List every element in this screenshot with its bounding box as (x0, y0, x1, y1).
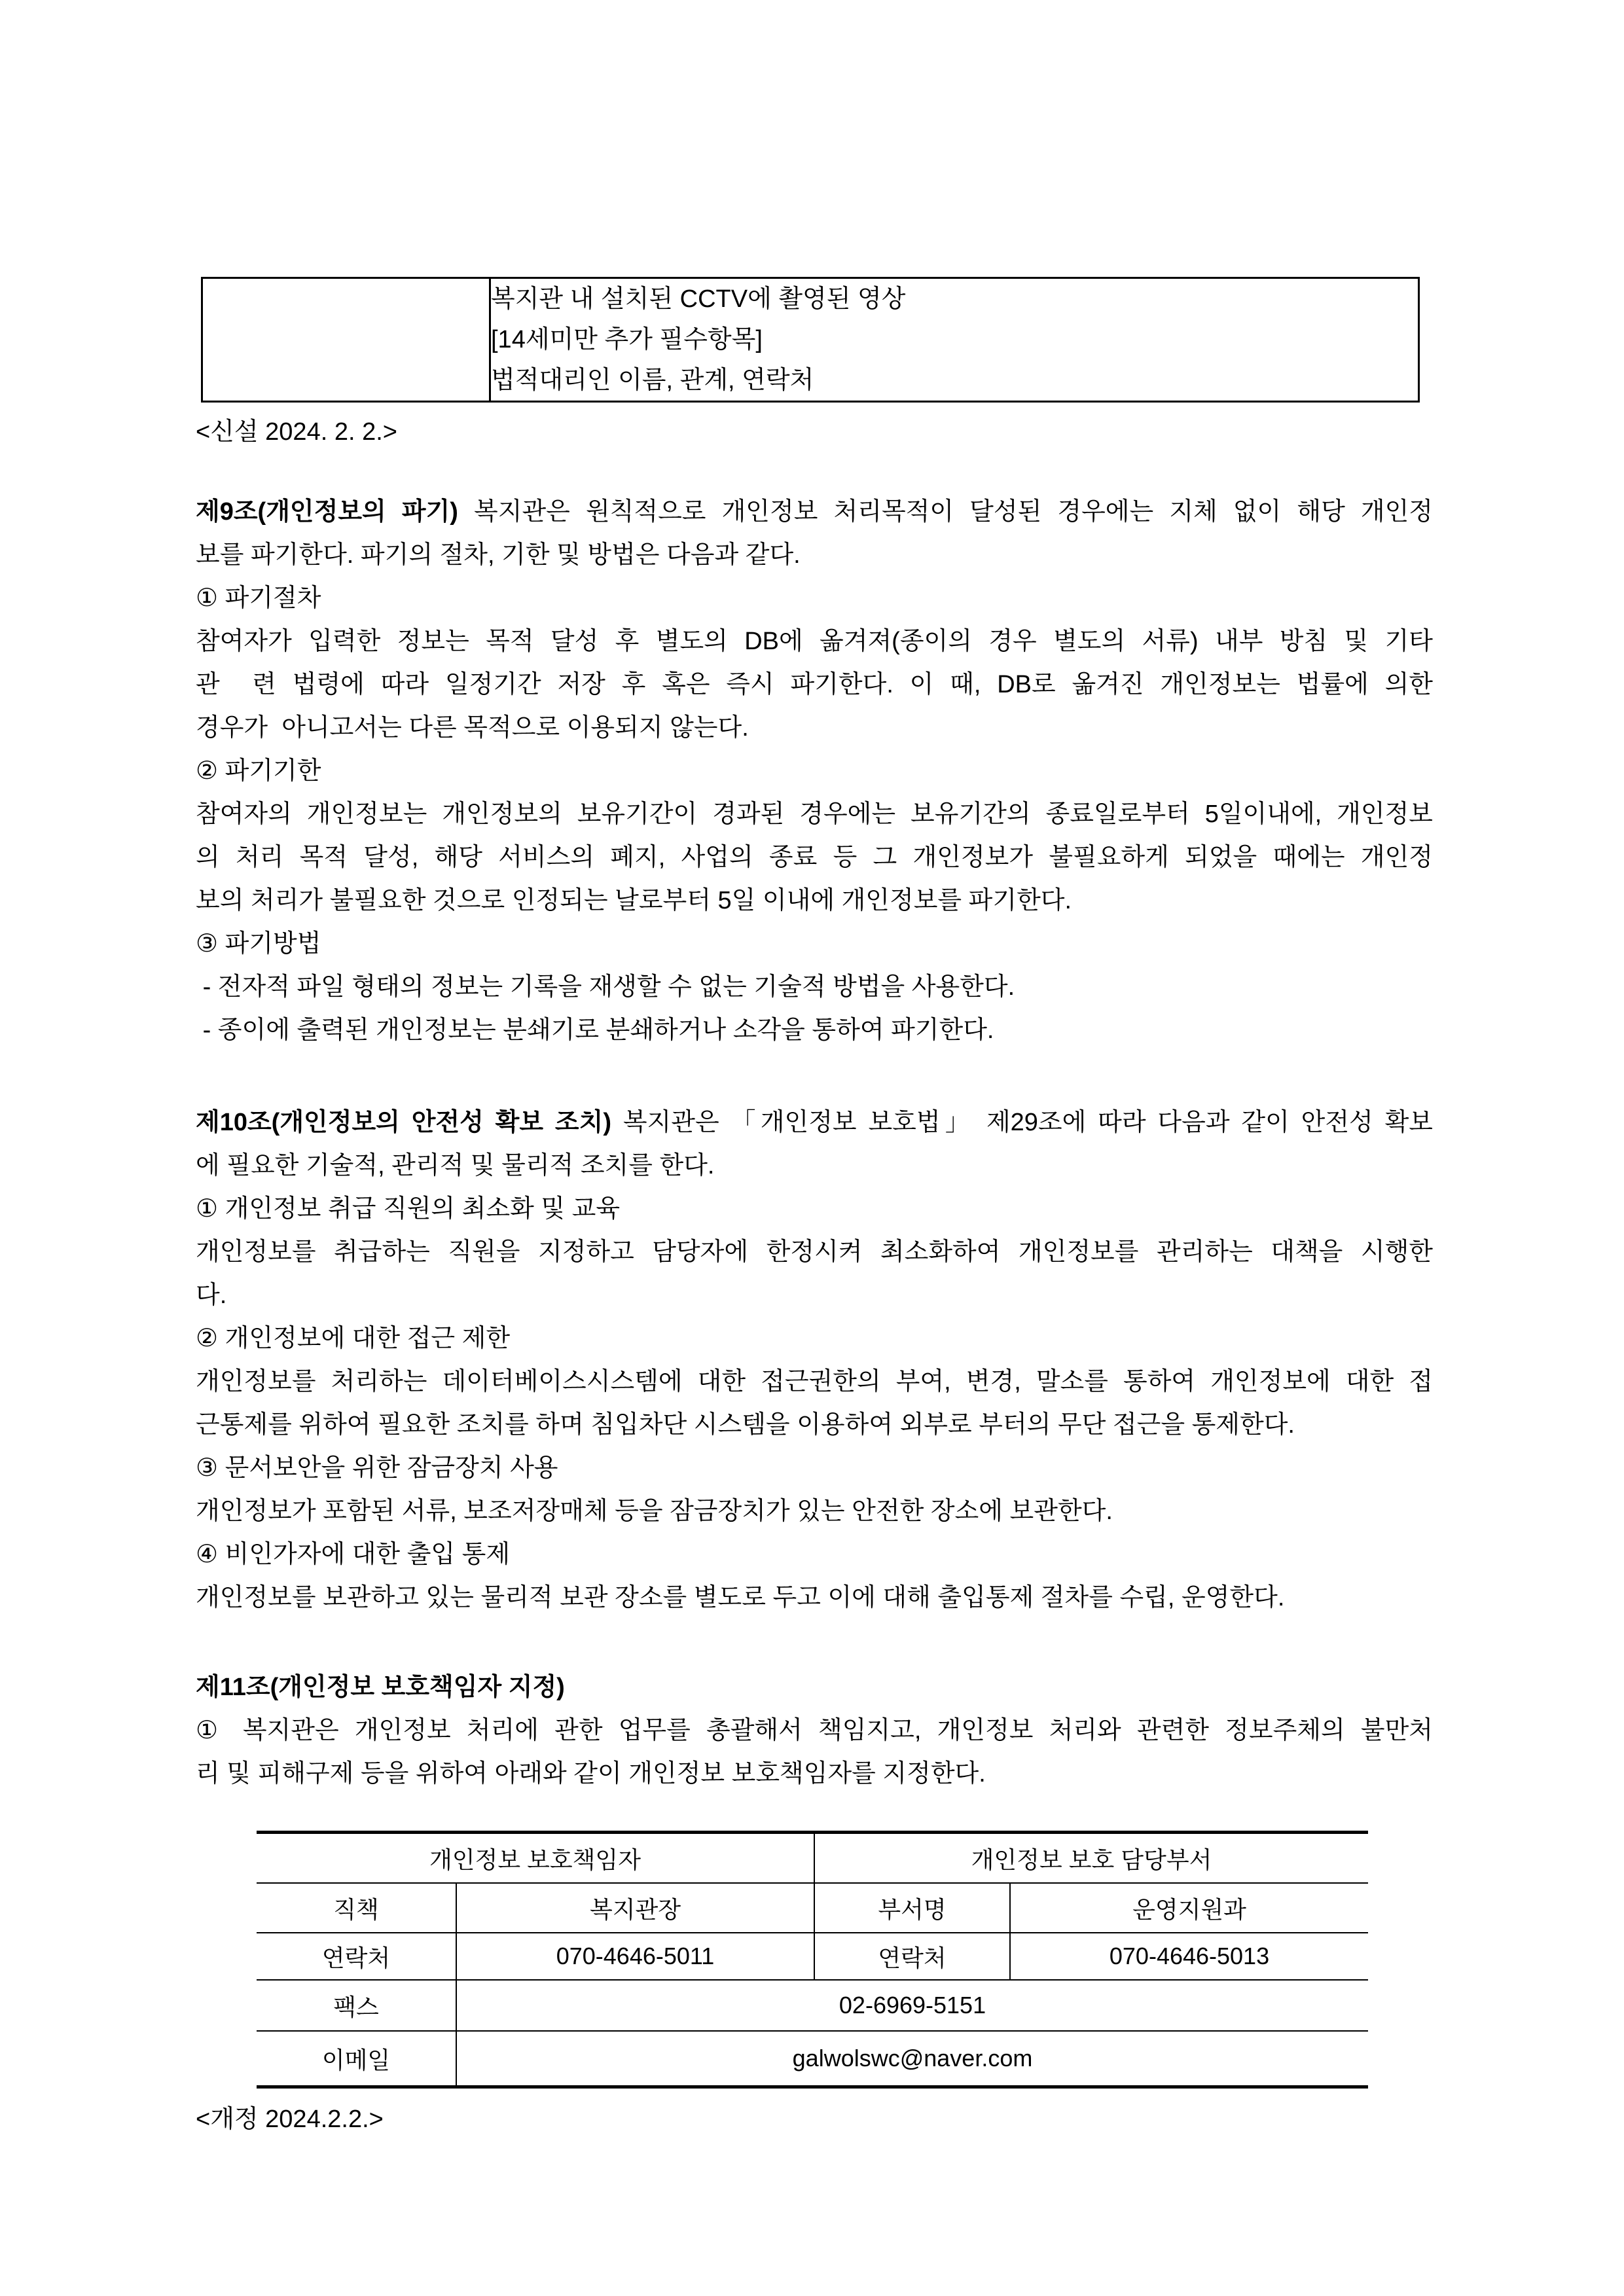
text-line: 참여자의 개인정보는 개인정보의 보유기간이 경과된 경우에는 보유기간의 종료일로부터 5일이내에, 개인정보 (196, 800, 1433, 828)
text-line: 참여자가 입력한 정보는 목적 달성 후 별도의 DB에 옮겨져(종이의 경우 별도의 서류) 내부 방침 및 기타 (196, 628, 1433, 655)
collection-items-cell (490, 278, 1419, 402)
header-privacy-officer: 개인정보 보호책임자 (257, 1833, 814, 1884)
value-contact-officer: 070-4646-5011 (456, 1933, 814, 1980)
text-line: ② 개인정보에 대한 접근 제한 (196, 1325, 511, 1352)
value-fax: 02-6969-5151 (456, 1980, 1368, 2031)
text-line: 관 련 법령에 따라 일정기간 저장 후 혹은 즉시 파기한다. 이 때, DB로 옮겨진 개인정보는 법률에 의한 (196, 671, 1433, 698)
text-line: ③ 파기방법 (196, 930, 321, 958)
table-row-fax (257, 1980, 1368, 2031)
text-line: 다. (196, 1282, 227, 1309)
label-email: 이메일 (257, 2031, 456, 2087)
article-10-security-measures (196, 1101, 1433, 1619)
text-line: 에 필요한 기술적, 관리적 및 물리적 조치를 한다. (196, 1152, 715, 1179)
article-title: 제9조(개인정보의 파기) (196, 498, 458, 526)
text-line: ④ 비인가자에 대한 출입 통제 (196, 1541, 511, 1568)
text-line: 경우가 아니고서는 다른 목적으로 이용되지 않는다. (196, 714, 749, 742)
header-privacy-department: 개인정보 보호 담당부서 (814, 1833, 1368, 1884)
article-title: 제10조(개인정보의 안전성 확보 조치) (196, 1109, 611, 1136)
table-row-contact (257, 1933, 1368, 1980)
article-title: 제11조(개인정보 보호책임자 지정) (196, 1674, 565, 1701)
text-line: 개인정보를 취급하는 직원을 지정하고 담당자에 한정시켜 최소화하여 개인정보를 관리하는 대책을 시행한 (196, 1238, 1433, 1266)
text-line: ① 개인정보 취급 직원의 최소화 및 교육 (196, 1195, 621, 1223)
text-line: 개인정보가 포함된 서류, 보조저장매체 등을 잠금장치가 있는 안전한 장소에 보관한다. (196, 1498, 1113, 1525)
article-heading-line (196, 1666, 1433, 1709)
value-email: galwolswc@naver.com (792, 2045, 1033, 2072)
document-content (196, 0, 1433, 2141)
text-line: 리 및 피해구제 등을 위하여 아래와 같이 개인정보 보호책임자를 지정한다. (196, 1760, 986, 1787)
text-line: ① 파기절차 (196, 584, 321, 612)
text-line: 근통제를 위하여 필요한 조치를 하며 침입차단 시스템을 이용하여 외부로 부터의 무단 접근을 통제한다. (196, 1411, 1295, 1439)
text-line: - 종이에 출력된 개인정보는 분쇄기로 분쇄하거나 소각을 통하여 파기한다. (196, 1016, 994, 1044)
text-line: ① 복지관은 개인정보 처리에 관한 업무를 총괄해서 책임지고, 개인정보 처리와 관련한 정보주체의 불만처 (196, 1717, 1433, 1744)
text-line: 보의 처리가 불필요한 것으로 인정되는 날로부터 5일 이내에 개인정보를 파기한다. (196, 887, 1072, 914)
text-line: ② 파기기한 (196, 757, 321, 785)
text-line: 개인정보를 처리하는 데이터베이스시스템에 대한 접근권한의 부여, 변경, 말소를 통하여 개인정보에 대한 접 (196, 1368, 1433, 1395)
collection-item-line: 법적대리인 이름, 관계, 연락처 (491, 367, 814, 394)
table-header-row (257, 1833, 1368, 1884)
text-line: ③ 문서보안을 위한 잠금장치 사용 (196, 1454, 558, 1482)
table-row (202, 278, 1419, 402)
label-position: 직책 (257, 1883, 456, 1933)
article-heading-line: 제10조(개인정보의 안전성 확보 조치) 복지관은 「개인정보 보호법」 제29조에 따라 다음과 같이 안전성 확보 (196, 1109, 1433, 1136)
article-heading-line: 제9조(개인정보의 파기) 복지관은 원칙적으로 개인정보 처리목적이 달성된 경우에는 지체 없이 해당 개인정 (196, 498, 1433, 526)
text-line: - 전자적 파일 형태의 정보는 기록을 재생할 수 없는 기술적 방법을 사용한다. (196, 973, 1015, 1001)
amendment-note-created: <신설 2024. 2. 2.> (196, 418, 397, 446)
value-department: 운영지원과 (1010, 1883, 1368, 1933)
empty-category-cell (202, 278, 490, 402)
value-position: 복지관장 (456, 1883, 814, 1933)
label-contact-department: 연락처 (814, 1933, 1010, 1980)
text-line: 개인정보를 보관하고 있는 물리적 보관 장소를 별도로 두고 이에 대해 출입통제 절차를 수립, 운영한다. (196, 1584, 1285, 1611)
article-9-destruction-of-personal-info (196, 490, 1433, 1052)
collection-item-line: 복지관 내 설치된 CCTV에 촬영된 영상 (491, 285, 906, 313)
value-contact-department: 070-4646-5013 (1010, 1933, 1368, 1980)
collection-item-line: [14세미만 추가 필수항목] (491, 326, 763, 353)
cctv-collection-items-table (201, 277, 1420, 403)
article-11-privacy-officer-designation (196, 1666, 1433, 1795)
table-row-title (257, 1883, 1368, 1933)
label-contact-officer: 연락처 (257, 1933, 456, 1980)
amendment-note-revised: <개정 2024.2.2.> (196, 2106, 384, 2133)
label-department: 부서명 (814, 1883, 1010, 1933)
table-row-email (257, 2031, 1368, 2087)
privacy-officer-table (257, 1831, 1368, 2089)
text-line: 보를 파기한다. 파기의 절차, 기한 및 방법은 다음과 같다. (196, 541, 801, 569)
label-fax: 팩스 (257, 1980, 456, 2031)
text-line: 의 처리 목적 달성, 해당 서비스의 폐지, 사업의 종료 등 그 개인정보가 불필요하게 되었을 때에는 개인정 (196, 844, 1433, 871)
